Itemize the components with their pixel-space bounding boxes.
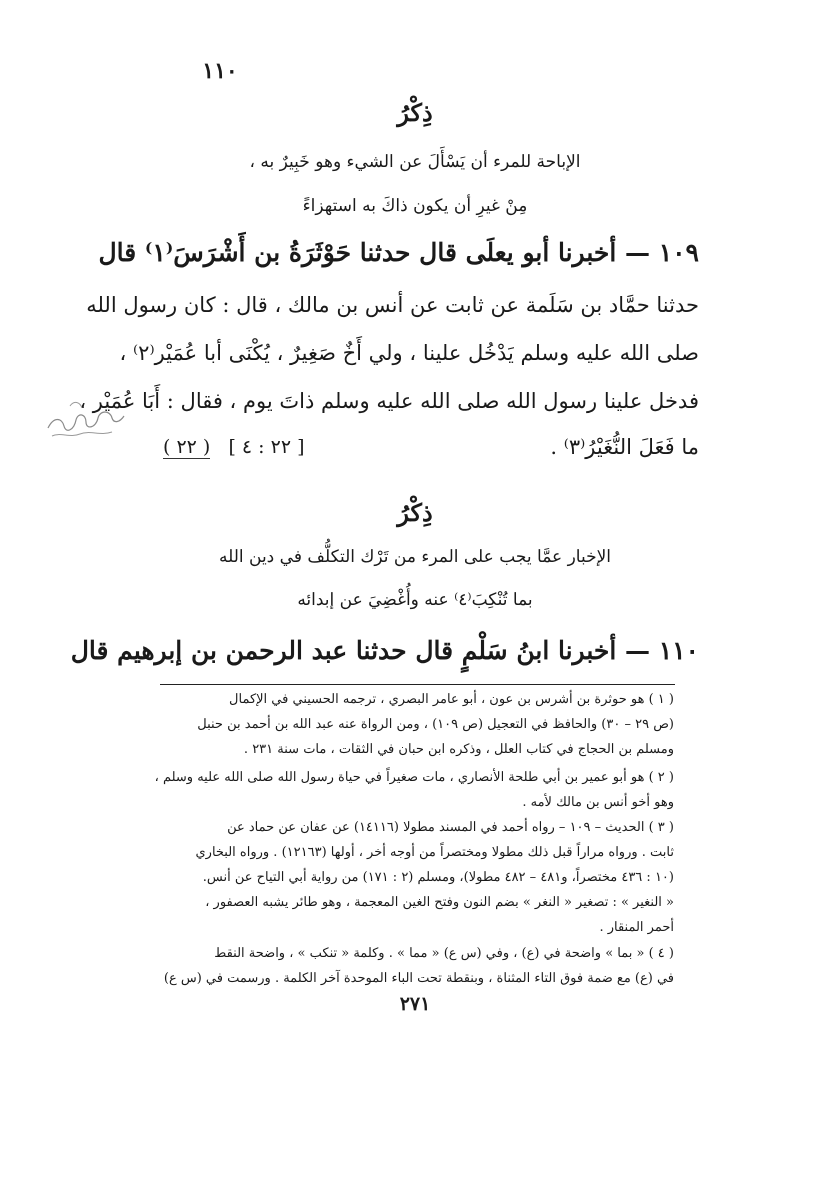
- hadith110-line1: ١١٠ — أخبرنا ابنُ سَلْمٍ قال حدثنا عبد الرحمن بن إبرهيم قال: [70, 636, 699, 665]
- section2-title: ذِكْرُ: [397, 498, 433, 527]
- footnote-line: « النغير » : تصغير « النغر » بضم النون وفتح الغين المعجمة ، وهو طائر يشبه العصفور ،: [205, 895, 674, 910]
- footnote-divider: [160, 684, 675, 685]
- section2-subtitle-line2: بما تُنْكِبَ⁽٤⁾ عنه وأُغْضِيَ عن إبدائه: [297, 590, 533, 610]
- section1-subtitle-line1: الإباحة للمرء أن يَسْأَلَ عن الشيء وهو خَبِيرٌ به ،: [249, 152, 581, 172]
- section2-subtitle-line1: الإخبار عمَّا يجب على المرء من تَرْك التكلُّف في دين الله: [218, 547, 612, 567]
- reference-number: ( ٢٢ ): [163, 436, 211, 458]
- footnote-line: (١٠ : ٤٣٦ مختصراً، و٤٨١ – ٤٨٢ مطولا)، ومسلم (٢ : ١٧١) من رواية أبي التياح عن أنس.: [202, 870, 674, 885]
- section1-title: ذِكْرُ: [397, 98, 433, 127]
- footnote-line: في (ع) مع ضمة فوق التاء المثناة ، وبنقطة تحت الباء الموحدة آخر الكلمة . ورسمت في (س ع): [163, 971, 674, 986]
- footnote-line: ( ٢ ) هو أبو عمير بن أبي طلحة الأنصاري ، مات صغيراً في حياة رسول الله صلى الله عليه وسلم ،: [154, 770, 674, 785]
- footnote-line: ومسلم بن الحجاج في كتاب العلل ، وذكره ابن حبان في الثقات ، مات سنة ٢٣١ .: [243, 742, 674, 757]
- section1-subtitle-line2: مِنْ غيرِ أن يكون ذاكَ به استهزاءً: [302, 196, 528, 216]
- footnote-line: (ص ٢٩ – ٣٠) والحافظ في التعجيل (ص ١٠٩) ، ومن الرواة عنه عبد الله بن أحمد بن حنبل: [197, 717, 674, 732]
- bottom-page-number: ٢٧١: [399, 993, 431, 1015]
- footnote-line: ( ١ ) هو حوثرة بن أشرس بن عون ، أبو عامر البصري ، ترجمه الحسيني في الإكمال: [229, 692, 674, 707]
- hadith109-line5: ما فَعَلَ النُّغَيْرُ⁽٣⁾ .: [550, 435, 699, 459]
- footnote-line: ثابت . ورواه مراراً قبل ذلك مطولا ومختصراً من أوجه أخر ، أولها (١٢١٦٣) . ورواه البخاري: [195, 845, 674, 860]
- hadith109-line4: فدخل علينا رسول الله صلى الله عليه وسلم ذاتَ يوم ، فقال : أَبَا عُمَيْر ،: [79, 389, 699, 413]
- handwritten-margin-note: [40, 388, 130, 448]
- hadith109-line1: ١٠٩ — أخبرنا أبو يعلَى قال حدثنا حَوْثَرَةُ بن أَشْرَسَ⁽١⁾ قال: [98, 238, 699, 267]
- hadith109-line3: صلى الله عليه وسلم يَدْخُل علينا ، ولي أَخٌ صَغِيرٌ ، يُكْنَى أبا عُمَيْر⁽٢⁾ ،: [119, 341, 699, 365]
- hadith109-line2: حدثنا حمَّاد بن سَلَمة عن ثابت عن أنس بن مالك ، قال : كان رسول الله: [86, 293, 699, 317]
- footnote-line: وهو أخو أنس بن مالك لأمه .: [522, 795, 674, 810]
- footnote-line: ( ٤ ) « بما » واضحة في (ع) ، وفي (س ع) « مما » . وكلمة « تنكب » ، واضحة النقط: [214, 946, 674, 961]
- hadith109-reference: [163, 436, 304, 458]
- footnote-line: أحمر المنقار .: [599, 920, 674, 935]
- reference-bracket: [ ٢٢ : ٤ ]: [228, 436, 305, 458]
- footnote-line: ( ٣ ) الحديث – ١٠٩ – رواه أحمد في المسند مطولا (١٤١١٦) عن عفان عن حماد عن: [227, 820, 674, 835]
- top-page-number: ١١٠: [202, 58, 238, 84]
